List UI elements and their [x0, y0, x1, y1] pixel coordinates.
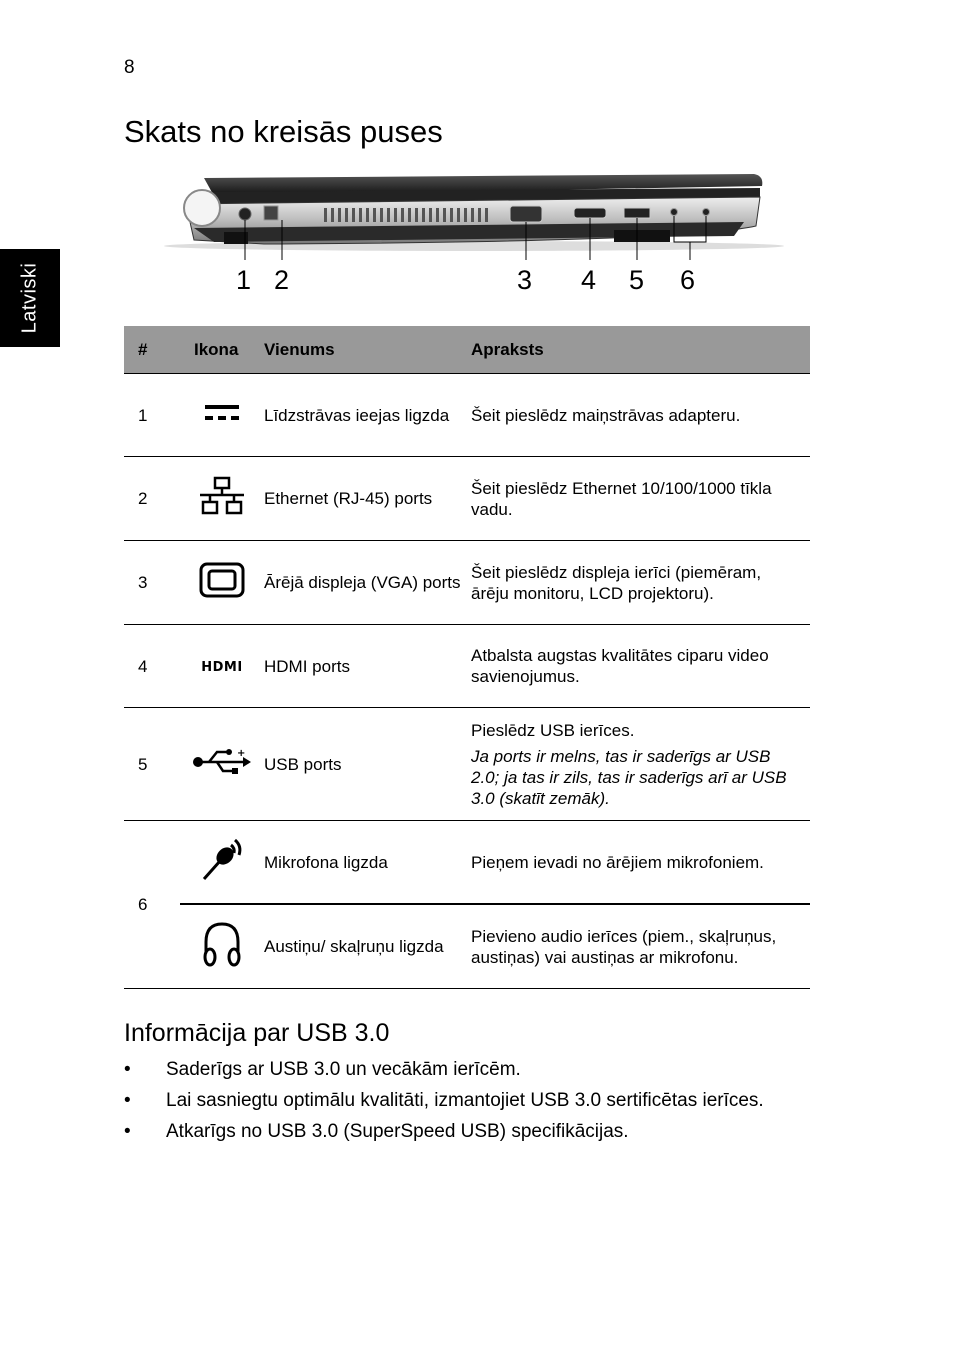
table-row — [124, 821, 810, 905]
page-title: Skats no kreisās puses — [124, 114, 443, 149]
header-icon: Ikona — [180, 326, 264, 374]
list-item — [124, 1120, 784, 1144]
svg-text:+: + — [237, 747, 246, 759]
callout-1: 1 — [236, 265, 252, 295]
microphone-icon — [198, 837, 246, 883]
bullet-symbol: • — [124, 1090, 131, 1111]
language-tab — [0, 249, 60, 347]
header-number: # — [124, 326, 180, 374]
callout-6: 6 — [680, 265, 696, 295]
row-number: 1 — [124, 374, 180, 457]
row-number: 6 — [124, 821, 180, 989]
headphones-icon — [200, 920, 244, 968]
bullet-symbol: • — [124, 1121, 131, 1142]
laptop-left-side-illustration — [124, 164, 810, 304]
bullet-symbol: • — [124, 1059, 131, 1080]
row-description: Pieslēdz USB ierīces. — [471, 720, 635, 740]
row-item: HDMI ports — [264, 625, 471, 708]
callout-3: 3 — [517, 265, 533, 295]
row-item: Austiņu/ skaļruņu ligzda — [264, 904, 471, 989]
row-description: Šeit pieslēdz displeja ierīci (piemēram, ārēju monitoru, LCD projektoru). — [471, 541, 810, 625]
table-row — [124, 374, 810, 457]
row-item: Ārējā displeja (VGA) ports — [264, 541, 471, 625]
row-description: Pieņem ievadi no ārējiem mikrofoniem. — [471, 821, 810, 905]
table-row — [124, 904, 810, 989]
list-item — [124, 1089, 784, 1113]
table-row — [124, 457, 810, 541]
row-item: USB ports — [264, 708, 471, 821]
row-note: Ja ports ir melns, tas ir saderīgs ar USB 2.0; ja tas ir zils, tas ir saderīgs arī ar USB 3.0 (skatīt zemāk). — [471, 746, 787, 808]
row-description: Šeit pieslēdz Ethernet 10/100/1000 tīkla vadu. — [471, 457, 810, 541]
bullet-text: Atkarīgs no USB 3.0 (SuperSpeed USB) specifikācijas. — [166, 1121, 629, 1142]
hdmi-icon: HDMI — [201, 659, 243, 675]
row-item: Mikrofona ligzda — [264, 821, 471, 905]
header-item: Vienums — [264, 326, 471, 374]
header-description: Apraksts — [471, 326, 810, 374]
callout-4: 4 — [581, 265, 597, 295]
table-row — [124, 625, 810, 708]
row-number: 5 — [124, 708, 180, 821]
dc-power-icon — [202, 400, 242, 426]
callout-5: 5 — [629, 265, 645, 295]
row-number: 4 — [124, 625, 180, 708]
vga-icon — [198, 561, 246, 599]
list-item — [124, 1058, 784, 1082]
usb-icon — [191, 747, 253, 777]
row-description: Pievieno audio ierīces (piem., skaļruņus, austiņas) vai austiņas ar mikrofonu. — [471, 904, 810, 989]
table-row — [124, 541, 810, 625]
row-description: Atbalsta augstas kvalitātes ciparu video savienojumus. — [471, 625, 810, 708]
usb-section-title: Informācija par USB 3.0 — [124, 1019, 390, 1047]
row-item: Ethernet (RJ-45) ports — [264, 457, 471, 541]
table-row — [124, 708, 810, 821]
row-item: Līdzstrāvas ieejas ligzda — [264, 374, 471, 457]
bullet-text: Saderīgs ar USB 3.0 un vecākām ierīcēm. — [166, 1059, 521, 1080]
language-tab-label: Latviski — [18, 262, 41, 334]
row-description: Šeit pieslēdz maiņstrāvas adapteru. — [471, 374, 810, 457]
usb-bullet-list — [124, 1058, 784, 1151]
ports-table — [124, 326, 810, 989]
row-number: 3 — [124, 541, 180, 625]
row-number: 2 — [124, 457, 180, 541]
page-number: 8 — [124, 57, 135, 78]
bullet-text: Lai sasniegtu optimālu kvalitāti, izmantojiet USB 3.0 sertificētas ierīces. — [166, 1090, 764, 1111]
table-header-row — [124, 326, 810, 374]
ethernet-icon — [197, 476, 247, 516]
callout-2: 2 — [274, 265, 290, 295]
